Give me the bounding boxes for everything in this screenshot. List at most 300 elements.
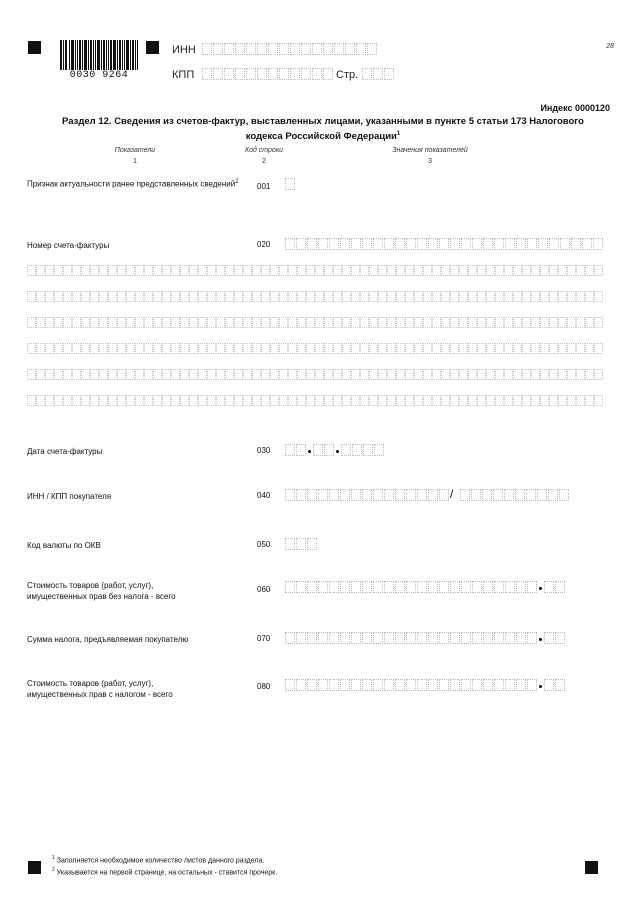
input-cell[interactable]: [351, 369, 360, 380]
input-cell[interactable]: [576, 317, 585, 328]
input-cell[interactable]: [540, 317, 549, 328]
input-cell[interactable]: [439, 489, 449, 501]
input-cell[interactable]: [450, 265, 459, 276]
input-cell[interactable]: [90, 317, 99, 328]
input-cell[interactable]: [81, 291, 90, 302]
input-cell[interactable]: [108, 343, 117, 354]
input-cell[interactable]: [351, 679, 361, 691]
input-cell[interactable]: [362, 679, 372, 691]
input-cell[interactable]: [351, 581, 361, 593]
input-cell[interactable]: [216, 369, 225, 380]
input-cell[interactable]: [290, 43, 300, 55]
input-cell[interactable]: [373, 489, 383, 501]
input-cell[interactable]: [63, 317, 72, 328]
input-cell[interactable]: [296, 489, 306, 501]
input-cell[interactable]: [549, 238, 559, 250]
grid-line[interactable]: [27, 369, 607, 380]
input-cell[interactable]: [549, 291, 558, 302]
input-cell[interactable]: [395, 581, 405, 593]
input-cell[interactable]: [324, 395, 333, 406]
input-cell[interactable]: [126, 291, 135, 302]
input-cell[interactable]: [234, 343, 243, 354]
input-cell[interactable]: [504, 317, 513, 328]
input-cell[interactable]: [36, 291, 45, 302]
input-cell[interactable]: [450, 343, 459, 354]
input-cell[interactable]: [171, 369, 180, 380]
input-cell[interactable]: [27, 291, 36, 302]
input-cell[interactable]: [549, 343, 558, 354]
input-cell[interactable]: [323, 68, 333, 80]
input-cell[interactable]: [108, 291, 117, 302]
input-cell[interactable]: [72, 369, 81, 380]
input-cell[interactable]: [406, 581, 416, 593]
input-cell[interactable]: [395, 679, 405, 691]
input-cell[interactable]: [144, 369, 153, 380]
input-cell[interactable]: [544, 679, 554, 691]
input-cell[interactable]: [315, 369, 324, 380]
input-cell[interactable]: [307, 538, 317, 550]
input-cell[interactable]: [296, 679, 306, 691]
input-cell[interactable]: [144, 317, 153, 328]
input-cell[interactable]: [387, 369, 396, 380]
input-cell[interactable]: [279, 343, 288, 354]
input-cell[interactable]: [285, 238, 295, 250]
input-cell[interactable]: [450, 679, 460, 691]
input-cell[interactable]: [189, 395, 198, 406]
input-cell[interactable]: [351, 265, 360, 276]
input-cell[interactable]: [99, 395, 108, 406]
input-cell[interactable]: [459, 369, 468, 380]
input-cell[interactable]: [126, 395, 135, 406]
input-cell[interactable]: [594, 369, 603, 380]
input-cell[interactable]: [567, 369, 576, 380]
input-cell[interactable]: [63, 369, 72, 380]
input-cell[interactable]: [234, 317, 243, 328]
input-cell[interactable]: [252, 291, 261, 302]
input-cell[interactable]: [531, 317, 540, 328]
input-cell[interactable]: [324, 444, 334, 456]
input-cell[interactable]: [441, 395, 450, 406]
input-cell[interactable]: [531, 369, 540, 380]
input-cell[interactable]: [90, 369, 99, 380]
input-cell[interactable]: [126, 369, 135, 380]
input-cell[interactable]: [472, 632, 482, 644]
input-cell[interactable]: [495, 395, 504, 406]
input-cell[interactable]: [224, 68, 234, 80]
input-cell[interactable]: [352, 444, 362, 456]
input-cell[interactable]: [153, 369, 162, 380]
input-cell[interactable]: [384, 679, 394, 691]
input-cell[interactable]: [315, 395, 324, 406]
input-cell[interactable]: [279, 395, 288, 406]
input-cell[interactable]: [540, 343, 549, 354]
input-cell[interactable]: [72, 265, 81, 276]
input-cell[interactable]: [202, 43, 212, 55]
input-cell[interactable]: [405, 265, 414, 276]
input-cell[interactable]: [594, 291, 603, 302]
input-cell[interactable]: [423, 265, 432, 276]
input-cell[interactable]: [268, 43, 278, 55]
input-cell[interactable]: [54, 265, 63, 276]
input-cell[interactable]: [285, 178, 295, 190]
input-cell[interactable]: [261, 317, 270, 328]
input-cell[interactable]: [395, 632, 405, 644]
input-cell[interactable]: [360, 265, 369, 276]
input-cell[interactable]: [405, 343, 414, 354]
input-cell[interactable]: [296, 238, 306, 250]
input-cell[interactable]: [450, 238, 460, 250]
input-cell[interactable]: [441, 369, 450, 380]
input-cell[interactable]: [439, 238, 449, 250]
input-cell[interactable]: [405, 369, 414, 380]
input-cell[interactable]: [378, 395, 387, 406]
input-cell[interactable]: [594, 317, 603, 328]
input-cell[interactable]: [36, 317, 45, 328]
input-cell[interactable]: [558, 343, 567, 354]
input-cell[interactable]: [207, 317, 216, 328]
input-cell[interactable]: [81, 265, 90, 276]
input-cell[interactable]: [279, 43, 289, 55]
input-cell[interactable]: [189, 343, 198, 354]
input-cell[interactable]: [108, 265, 117, 276]
row-050-field[interactable]: [285, 538, 318, 550]
input-cell[interactable]: [432, 369, 441, 380]
input-cell[interactable]: [387, 265, 396, 276]
input-cell[interactable]: [351, 238, 361, 250]
input-cell[interactable]: [270, 317, 279, 328]
input-cell[interactable]: [315, 265, 324, 276]
input-cell[interactable]: [171, 291, 180, 302]
input-cell[interactable]: [270, 395, 279, 406]
input-cell[interactable]: [405, 395, 414, 406]
input-cell[interactable]: [516, 581, 526, 593]
input-cell[interactable]: [81, 369, 90, 380]
input-cell[interactable]: [288, 265, 297, 276]
input-cell[interactable]: [268, 68, 278, 80]
input-cell[interactable]: [538, 238, 548, 250]
input-cell[interactable]: [162, 291, 171, 302]
input-cell[interactable]: [472, 238, 482, 250]
input-cell[interactable]: [522, 291, 531, 302]
input-cell[interactable]: [493, 489, 503, 501]
input-cell[interactable]: [90, 343, 99, 354]
input-cell[interactable]: [494, 581, 504, 593]
input-cell[interactable]: [117, 317, 126, 328]
input-cell[interactable]: [513, 369, 522, 380]
input-cell[interactable]: [477, 369, 486, 380]
input-cell[interactable]: [252, 369, 261, 380]
input-cell[interactable]: [324, 317, 333, 328]
input-cell[interactable]: [468, 317, 477, 328]
input-cell[interactable]: [504, 395, 513, 406]
input-cell[interactable]: [341, 444, 351, 456]
input-cell[interactable]: [333, 343, 342, 354]
input-cell[interactable]: [362, 68, 372, 80]
input-cell[interactable]: [441, 291, 450, 302]
input-cell[interactable]: [494, 632, 504, 644]
input-cell[interactable]: [356, 43, 366, 55]
input-cell[interactable]: [461, 238, 471, 250]
input-cell[interactable]: [234, 291, 243, 302]
input-cell[interactable]: [198, 291, 207, 302]
input-cell[interactable]: [329, 679, 339, 691]
input-cell[interactable]: [296, 581, 306, 593]
input-cell[interactable]: [482, 489, 492, 501]
input-cell[interactable]: [81, 395, 90, 406]
input-cell[interactable]: [362, 238, 372, 250]
input-cell[interactable]: [340, 581, 350, 593]
input-cell[interactable]: [207, 291, 216, 302]
input-cell[interactable]: [279, 291, 288, 302]
input-cell[interactable]: [198, 317, 207, 328]
input-cell[interactable]: [405, 291, 414, 302]
input-cell[interactable]: [279, 68, 289, 80]
input-cell[interactable]: [324, 343, 333, 354]
input-cell[interactable]: [324, 265, 333, 276]
input-cell[interactable]: [225, 291, 234, 302]
input-cell[interactable]: [387, 343, 396, 354]
input-cell[interactable]: [396, 395, 405, 406]
input-cell[interactable]: [594, 395, 603, 406]
input-cell[interactable]: [27, 369, 36, 380]
input-cell[interactable]: [468, 343, 477, 354]
input-cell[interactable]: [450, 291, 459, 302]
input-cell[interactable]: [495, 317, 504, 328]
input-cell[interactable]: [180, 317, 189, 328]
input-cell[interactable]: [54, 317, 63, 328]
input-cell[interactable]: [428, 632, 438, 644]
input-cell[interactable]: [99, 343, 108, 354]
input-cell[interactable]: [225, 395, 234, 406]
input-cell[interactable]: [340, 489, 350, 501]
input-cell[interactable]: [36, 369, 45, 380]
input-cell[interactable]: [585, 395, 594, 406]
input-cell[interactable]: [417, 238, 427, 250]
page-cells[interactable]: [362, 68, 395, 80]
input-cell[interactable]: [414, 343, 423, 354]
input-cell[interactable]: [213, 68, 223, 80]
input-cell[interactable]: [99, 369, 108, 380]
input-cell[interactable]: [318, 238, 328, 250]
input-cell[interactable]: [351, 291, 360, 302]
input-cell[interactable]: [459, 317, 468, 328]
input-cell[interactable]: [432, 291, 441, 302]
input-cell[interactable]: [235, 68, 245, 80]
grid-line[interactable]: [27, 317, 607, 328]
input-cell[interactable]: [63, 395, 72, 406]
input-cell[interactable]: [461, 581, 471, 593]
input-cell[interactable]: [243, 395, 252, 406]
input-cell[interactable]: [234, 265, 243, 276]
input-cell[interactable]: [531, 265, 540, 276]
input-cell[interactable]: [387, 291, 396, 302]
input-cell[interactable]: [384, 632, 394, 644]
input-cell[interactable]: [162, 343, 171, 354]
input-cell[interactable]: [513, 395, 522, 406]
input-cell[interactable]: [189, 317, 198, 328]
input-cell[interactable]: [297, 343, 306, 354]
input-cell[interactable]: [306, 369, 315, 380]
input-cell[interactable]: [486, 265, 495, 276]
input-cell[interactable]: [593, 238, 603, 250]
input-cell[interactable]: [450, 395, 459, 406]
input-cell[interactable]: [333, 291, 342, 302]
input-cell[interactable]: [285, 538, 295, 550]
row-020-field-continuation[interactable]: [27, 265, 607, 410]
input-cell[interactable]: [428, 581, 438, 593]
input-cell[interactable]: [63, 291, 72, 302]
input-cell[interactable]: [270, 265, 279, 276]
input-cell[interactable]: [72, 395, 81, 406]
input-cell[interactable]: [342, 265, 351, 276]
input-cell[interactable]: [378, 265, 387, 276]
input-cell[interactable]: [406, 679, 416, 691]
input-cell[interactable]: [216, 317, 225, 328]
input-cell[interactable]: [153, 317, 162, 328]
input-cell[interactable]: [428, 489, 438, 501]
input-cell[interactable]: [99, 291, 108, 302]
input-cell[interactable]: [297, 291, 306, 302]
input-cell[interactable]: [351, 489, 361, 501]
kpp-cells[interactable]: [202, 68, 334, 80]
input-cell[interactable]: [516, 238, 526, 250]
input-cell[interactable]: [342, 395, 351, 406]
input-cell[interactable]: [315, 343, 324, 354]
input-cell[interactable]: [395, 489, 405, 501]
input-cell[interactable]: [360, 369, 369, 380]
input-cell[interactable]: [72, 317, 81, 328]
input-cell[interactable]: [45, 317, 54, 328]
input-cell[interactable]: [252, 395, 261, 406]
input-cell[interactable]: [270, 343, 279, 354]
input-cell[interactable]: [333, 265, 342, 276]
input-cell[interactable]: [99, 265, 108, 276]
input-cell[interactable]: [495, 265, 504, 276]
input-cell[interactable]: [468, 369, 477, 380]
input-cell[interactable]: [495, 343, 504, 354]
input-cell[interactable]: [362, 632, 372, 644]
input-cell[interactable]: [261, 343, 270, 354]
input-cell[interactable]: [117, 343, 126, 354]
input-cell[interactable]: [450, 581, 460, 593]
input-cell[interactable]: [246, 68, 256, 80]
input-cell[interactable]: [495, 291, 504, 302]
input-cell[interactable]: [585, 291, 594, 302]
input-cell[interactable]: [423, 317, 432, 328]
input-cell[interactable]: [432, 343, 441, 354]
input-cell[interactable]: [504, 369, 513, 380]
input-cell[interactable]: [468, 395, 477, 406]
input-cell[interactable]: [36, 395, 45, 406]
input-cell[interactable]: [522, 369, 531, 380]
grid-line[interactable]: [27, 395, 607, 406]
input-cell[interactable]: [450, 632, 460, 644]
input-cell[interactable]: [414, 317, 423, 328]
input-cell[interactable]: [414, 369, 423, 380]
input-cell[interactable]: [441, 265, 450, 276]
input-cell[interactable]: [261, 291, 270, 302]
input-cell[interactable]: [378, 317, 387, 328]
input-cell[interactable]: [135, 317, 144, 328]
input-cell[interactable]: [340, 632, 350, 644]
input-cell[interactable]: [406, 632, 416, 644]
input-cell[interactable]: [285, 444, 295, 456]
input-cell[interactable]: [252, 265, 261, 276]
input-cell[interactable]: [345, 43, 355, 55]
input-cell[interactable]: [307, 679, 317, 691]
input-cell[interactable]: [362, 581, 372, 593]
input-cell[interactable]: [351, 632, 361, 644]
input-cell[interactable]: [312, 43, 322, 55]
input-cell[interactable]: [126, 317, 135, 328]
input-cell[interactable]: [360, 317, 369, 328]
input-cell[interactable]: [306, 291, 315, 302]
input-cell[interactable]: [558, 369, 567, 380]
input-cell[interactable]: [594, 265, 603, 276]
input-cell[interactable]: [384, 238, 394, 250]
input-cell[interactable]: [395, 238, 405, 250]
input-cell[interactable]: [340, 679, 350, 691]
input-cell[interactable]: [396, 317, 405, 328]
input-cell[interactable]: [144, 265, 153, 276]
input-cell[interactable]: [189, 291, 198, 302]
input-cell[interactable]: [582, 238, 592, 250]
input-cell[interactable]: [504, 489, 514, 501]
input-cell[interactable]: [306, 343, 315, 354]
input-cell[interactable]: [471, 489, 481, 501]
input-cell[interactable]: [307, 581, 317, 593]
input-cell[interactable]: [540, 265, 549, 276]
input-cell[interactable]: [494, 679, 504, 691]
input-cell[interactable]: [531, 343, 540, 354]
input-cell[interactable]: [324, 291, 333, 302]
input-cell[interactable]: [527, 632, 537, 644]
input-cell[interactable]: [288, 291, 297, 302]
input-cell[interactable]: [360, 291, 369, 302]
input-cell[interactable]: [505, 581, 515, 593]
input-cell[interactable]: [63, 265, 72, 276]
input-cell[interactable]: [516, 632, 526, 644]
input-cell[interactable]: [537, 489, 547, 501]
input-cell[interactable]: [312, 68, 322, 80]
input-cell[interactable]: [576, 265, 585, 276]
input-cell[interactable]: [126, 265, 135, 276]
input-cell[interactable]: [257, 68, 267, 80]
input-cell[interactable]: [459, 395, 468, 406]
input-cell[interactable]: [290, 68, 300, 80]
input-cell[interactable]: [329, 581, 339, 593]
input-cell[interactable]: [423, 291, 432, 302]
input-cell[interactable]: [369, 395, 378, 406]
grid-line[interactable]: [27, 291, 607, 302]
input-cell[interactable]: [307, 632, 317, 644]
input-cell[interactable]: [144, 395, 153, 406]
input-cell[interactable]: [207, 265, 216, 276]
input-cell[interactable]: [544, 632, 554, 644]
input-cell[interactable]: [189, 265, 198, 276]
input-cell[interactable]: [189, 369, 198, 380]
input-cell[interactable]: [180, 291, 189, 302]
input-cell[interactable]: [477, 343, 486, 354]
input-cell[interactable]: [108, 395, 117, 406]
input-cell[interactable]: [374, 444, 384, 456]
input-cell[interactable]: [171, 265, 180, 276]
input-cell[interactable]: [522, 395, 531, 406]
input-cell[interactable]: [472, 679, 482, 691]
input-cell[interactable]: [459, 343, 468, 354]
input-cell[interactable]: [313, 444, 323, 456]
input-cell[interactable]: [432, 265, 441, 276]
